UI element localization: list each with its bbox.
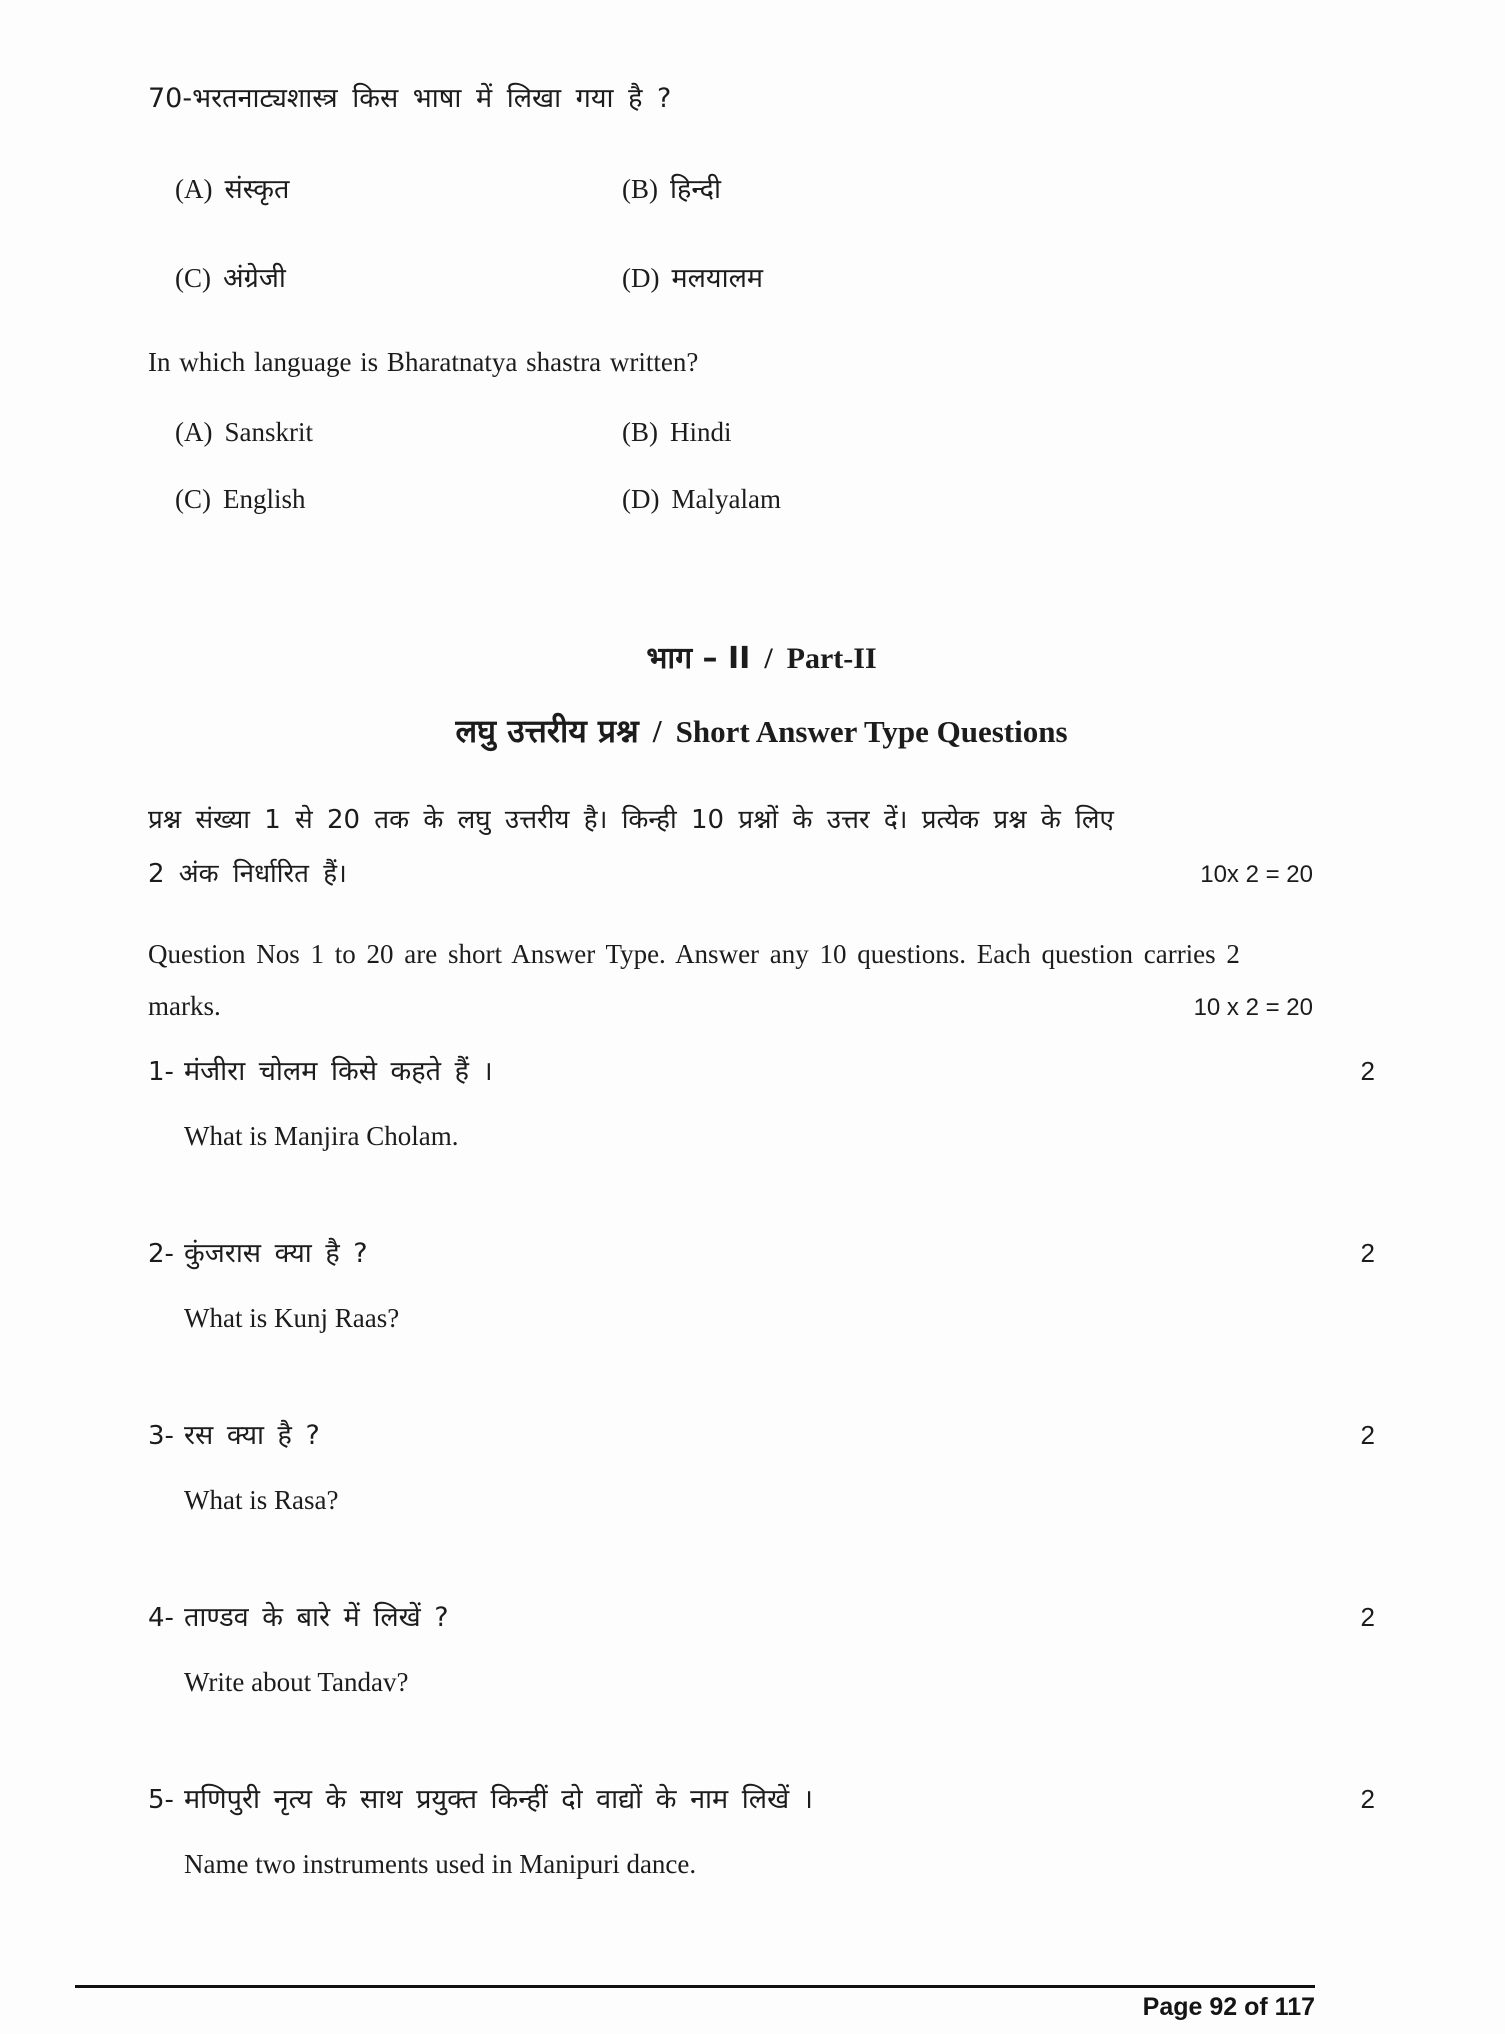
question-5-hindi-row [148,1778,1375,1822]
question-5-hindi: मणिपुरी नृत्य के साथ प्रयुक्त किन्हीं दो वाद्यों के नाम लिखें । [184,1784,813,1815]
part-title-separator: / [764,642,773,675]
option-d-text: Malyalam [671,484,781,514]
question-5 [148,1778,1375,1882]
question-5-number: 5- [148,1785,174,1815]
option-b-text: हिन्दी [670,174,722,205]
question-4-hindi-row [148,1596,1375,1640]
q70-english-option-a [175,415,622,449]
question-4 [148,1596,1375,1700]
part-title-hindi: भाग – II [646,641,751,676]
english-total-marks: 10 x 2 = 20 [1193,994,1313,1021]
part-title-english: Part-II [786,642,877,675]
english-instruction-line2 [148,980,1375,1034]
instructions-block [148,793,1375,1034]
question-70-english-options [148,415,1375,516]
english-instruction-line1: Question Nos 1 to 20 are short Answer Type. Answer any 10 questions. Each question carries 2 [148,939,1240,969]
option-c-label: (C) [175,484,211,514]
question-70-number: 70- [148,83,193,114]
option-a-label: (A) [175,417,213,447]
question-5-english: Name two instruments used in Manipuri dance. [184,1849,697,1879]
page-number-label: Page 92 of 117 [1142,1993,1315,2021]
option-a-text: Sanskrit [224,417,313,447]
part-title [148,640,1375,678]
q70-hindi-option-a [175,168,622,211]
question-70-hindi-text: भरतनाट्यशास्त्र किस भाषा में लिखा गया है ? [192,83,672,114]
question-1-marks: 2 [1360,1056,1375,1086]
question-2-hindi-row [148,1232,1375,1276]
q70-hindi-option-c [175,257,622,300]
question-2 [148,1232,1375,1336]
option-d-text: मलयालम [671,263,764,294]
hindi-instruction-line1: प्रश्न संख्या 1 से 20 तक के लघु उत्तरीय है। किन्ही 10 प्रश्नों के उत्तर दें। प्रत्येक प्रश्न के लिए [148,805,1114,835]
question-3-english: What is Rasa? [184,1485,339,1515]
q70-hindi-option-d [622,257,1375,300]
subtitle-hindi: लघु उत्तरीय प्रश्न [455,712,639,750]
q70-hindi-option-b [622,168,1375,211]
question-3-hindi: रस क्या है ? [184,1420,320,1451]
question-70-english-line: In which language is Bharatnatya shastra written? [148,347,699,377]
option-b-label: (B) [622,417,658,447]
q70-english-option-b [622,415,1375,449]
question-2-hindi: कुंजरास क्या है ? [184,1238,368,1269]
q70-english-option-d [622,482,1375,516]
page-footer [75,1985,1315,2022]
question-4-english: Write about Tandav? [184,1667,409,1697]
question-1-hindi-row [148,1050,1375,1094]
question-2-number: 2- [148,1239,174,1269]
option-a-label: (A) [175,174,213,204]
questions-list [148,1050,1375,1882]
subtitle-separator: / [652,713,662,749]
english-instruction-line2-text: marks. [148,991,221,1021]
section-subtitle [148,708,1375,755]
question-1-number: 1- [148,1057,174,1087]
question-3 [148,1414,1375,1518]
question-4-marks: 2 [1360,1602,1375,1632]
question-4-hindi: ताण्डव के बारे में लिखें ? [184,1602,449,1633]
option-c-label: (C) [175,263,211,293]
option-a-text: संस्कृत [224,174,290,205]
question-70-block [148,78,1375,516]
question-70-hindi-line [148,78,1375,120]
question-70-hindi-options [148,168,1375,300]
hindi-instruction-line2-text: 2 अंक निर्धारित हैं। [148,859,347,889]
question-2-english: What is Kunj Raas? [184,1303,400,1333]
question-4-number: 4- [148,1603,174,1633]
hindi-instruction-line2 [148,847,1375,902]
footer-divider [75,1985,1315,1988]
hindi-total-marks: 10x 2 = 20 [1200,861,1313,888]
english-instructions [148,928,1375,1034]
question-5-marks: 2 [1360,1784,1375,1814]
option-d-label: (D) [622,484,660,514]
hindi-instructions [148,793,1375,902]
part-header [148,640,1375,755]
question-1 [148,1050,1375,1154]
question-3-hindi-row [148,1414,1375,1458]
q70-english-option-c [175,482,622,516]
option-c-text: English [223,484,306,514]
option-c-text: अंग्रेजी [223,263,286,294]
question-2-marks: 2 [1360,1238,1375,1268]
subtitle-english: Short Answer Type Questions [675,714,1068,749]
question-3-number: 3- [148,1421,174,1451]
option-b-label: (B) [622,174,658,204]
option-b-text: Hindi [670,417,732,447]
question-1-english: What is Manjira Cholam. [184,1121,459,1151]
option-d-label: (D) [622,263,660,293]
question-1-hindi: मंजीरा चोलम किसे कहते हैं । [184,1056,493,1087]
question-3-marks: 2 [1360,1420,1375,1450]
